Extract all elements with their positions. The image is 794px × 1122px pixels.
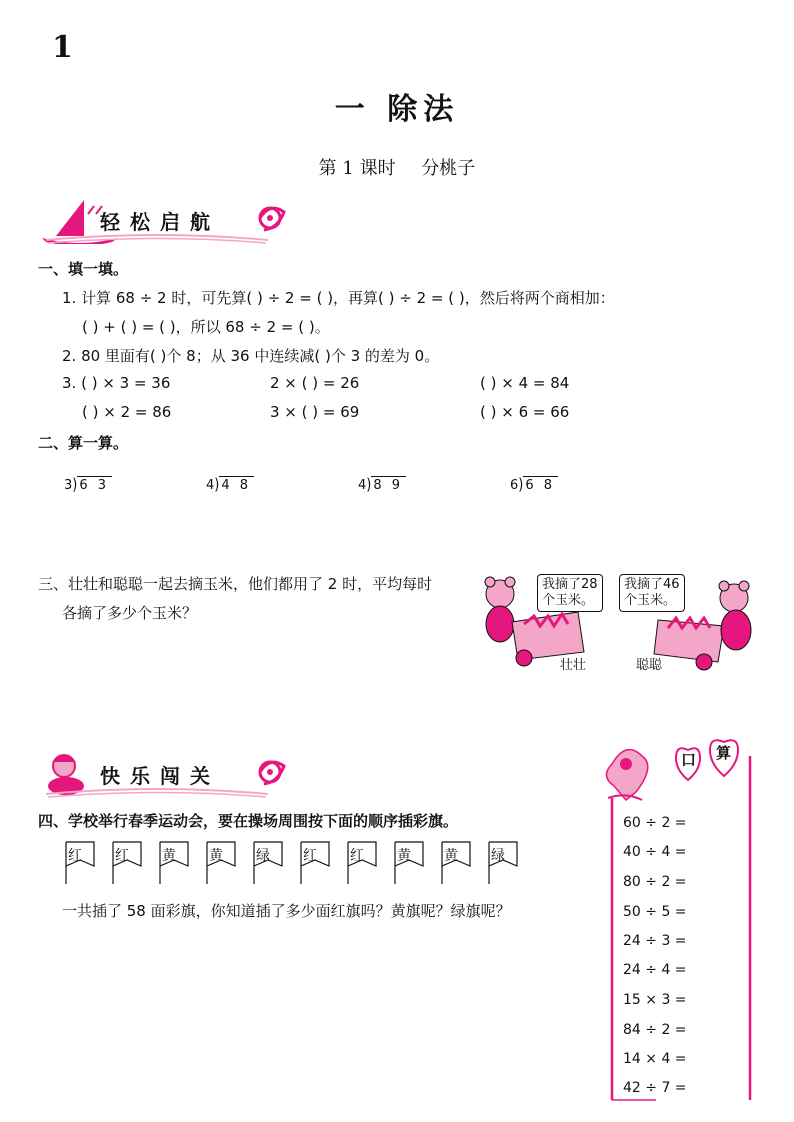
- flag-5-label: 绿: [256, 848, 270, 864]
- long-division-2: 4) 4 8: [206, 476, 254, 493]
- speech-bubble-right: 我摘了46 个玉米。: [619, 574, 685, 612]
- q1-line2: ( ) + ( ) = ( )，所以 68 ÷ 2 = ( )。: [82, 318, 330, 336]
- oral-item-10: 42 ÷ 7 =: [623, 1080, 687, 1096]
- oral-item-7: 15 × 3 =: [623, 992, 687, 1008]
- oral-item-3: 80 ÷ 2 =: [623, 874, 687, 890]
- oral-item-1: 60 ÷ 2 =: [623, 815, 687, 831]
- oral-item-8: 84 ÷ 2 =: [623, 1022, 687, 1038]
- section1-title: 一、填一填。: [38, 260, 129, 278]
- flag-8-label: 黄: [397, 848, 411, 864]
- flag-10-label: 绿: [491, 848, 505, 864]
- name-zhuangzhuang: 壮壮: [560, 658, 587, 673]
- flag-6-label: 红: [303, 848, 317, 864]
- flag-9-label: 黄: [444, 848, 458, 864]
- oral-heart-1-label: 口: [681, 751, 697, 769]
- long-division-3: 4) 8 9: [358, 476, 406, 493]
- flag-2-label: 红: [115, 848, 129, 864]
- q1-line1: 1. 计算 68 ÷ 2 时，可先算( ) ÷ 2 = ( )，再算( ) ÷ 2 = ( )，然后将两个商相加：: [62, 289, 615, 307]
- section3-line1: 三、壮壮和聪聪一起去摘玉米，他们都用了 2 时，平均每时: [38, 575, 433, 593]
- q3-r2-c1: ( ) × 2 = 86: [82, 403, 172, 421]
- banner-easy-start-text: 轻松启航: [100, 210, 220, 234]
- section2-title: 二、算一算。: [38, 434, 129, 452]
- section4-question: 一共插了 58 面彩旗，你知道插了多少面红旗吗？黄旗呢？绿旗呢？: [62, 902, 511, 920]
- oral-item-2: 40 ÷ 4 =: [623, 844, 687, 860]
- section4-title: 四、学校举行春季运动会，要在操场周围按下面的顺序插彩旗。: [38, 812, 459, 830]
- flag-1-label: 红: [68, 848, 82, 864]
- flag-3-label: 黄: [162, 848, 176, 864]
- oral-item-9: 14 × 4 =: [623, 1051, 687, 1067]
- oral-heart-2-label: 算: [716, 744, 732, 762]
- q3-r2-c2: 3 × ( ) = 69: [270, 403, 360, 421]
- q3-r1-c3: ( ) × 4 = 84: [480, 374, 570, 392]
- flag-7-label: 红: [350, 848, 364, 864]
- q3-r2-c3: ( ) × 6 = 66: [480, 403, 570, 421]
- speech-bubble-left: 我摘了28 个玉米。: [537, 574, 603, 612]
- lesson-label: 第 1 课时: [318, 158, 396, 179]
- oral-item-5: 24 ÷ 3 =: [623, 933, 687, 949]
- section3-line2: 各摘了多少个玉米？: [62, 604, 198, 622]
- lesson-name: 分桃子: [421, 158, 476, 179]
- page-number: 1: [52, 30, 73, 65]
- long-division-1: 3) 6 3: [64, 476, 112, 493]
- banner-easy-start: [38, 196, 288, 244]
- oral-item-4: 50 ÷ 5 =: [623, 904, 687, 920]
- q3-r1-c1: 3. ( ) × 3 = 36: [62, 374, 171, 392]
- q2-line: 2. 80 里面有( )个 8；从 36 中连续减( )个 3 的差为 0。: [62, 347, 440, 365]
- q3-r1-c2: 2 × ( ) = 26: [270, 374, 360, 392]
- long-division-4: 6) 6 8: [510, 476, 558, 493]
- banner-happy-challenge-text: 快乐闯关: [100, 764, 220, 788]
- lesson-title: [0, 154, 794, 180]
- banner-happy-challenge: [38, 750, 288, 798]
- chapter-title: 一 除法: [334, 92, 460, 127]
- name-congcong: 聪聪: [636, 658, 663, 673]
- oral-item-6: 24 ÷ 4 =: [623, 962, 687, 978]
- flag-4-label: 黄: [209, 848, 223, 864]
